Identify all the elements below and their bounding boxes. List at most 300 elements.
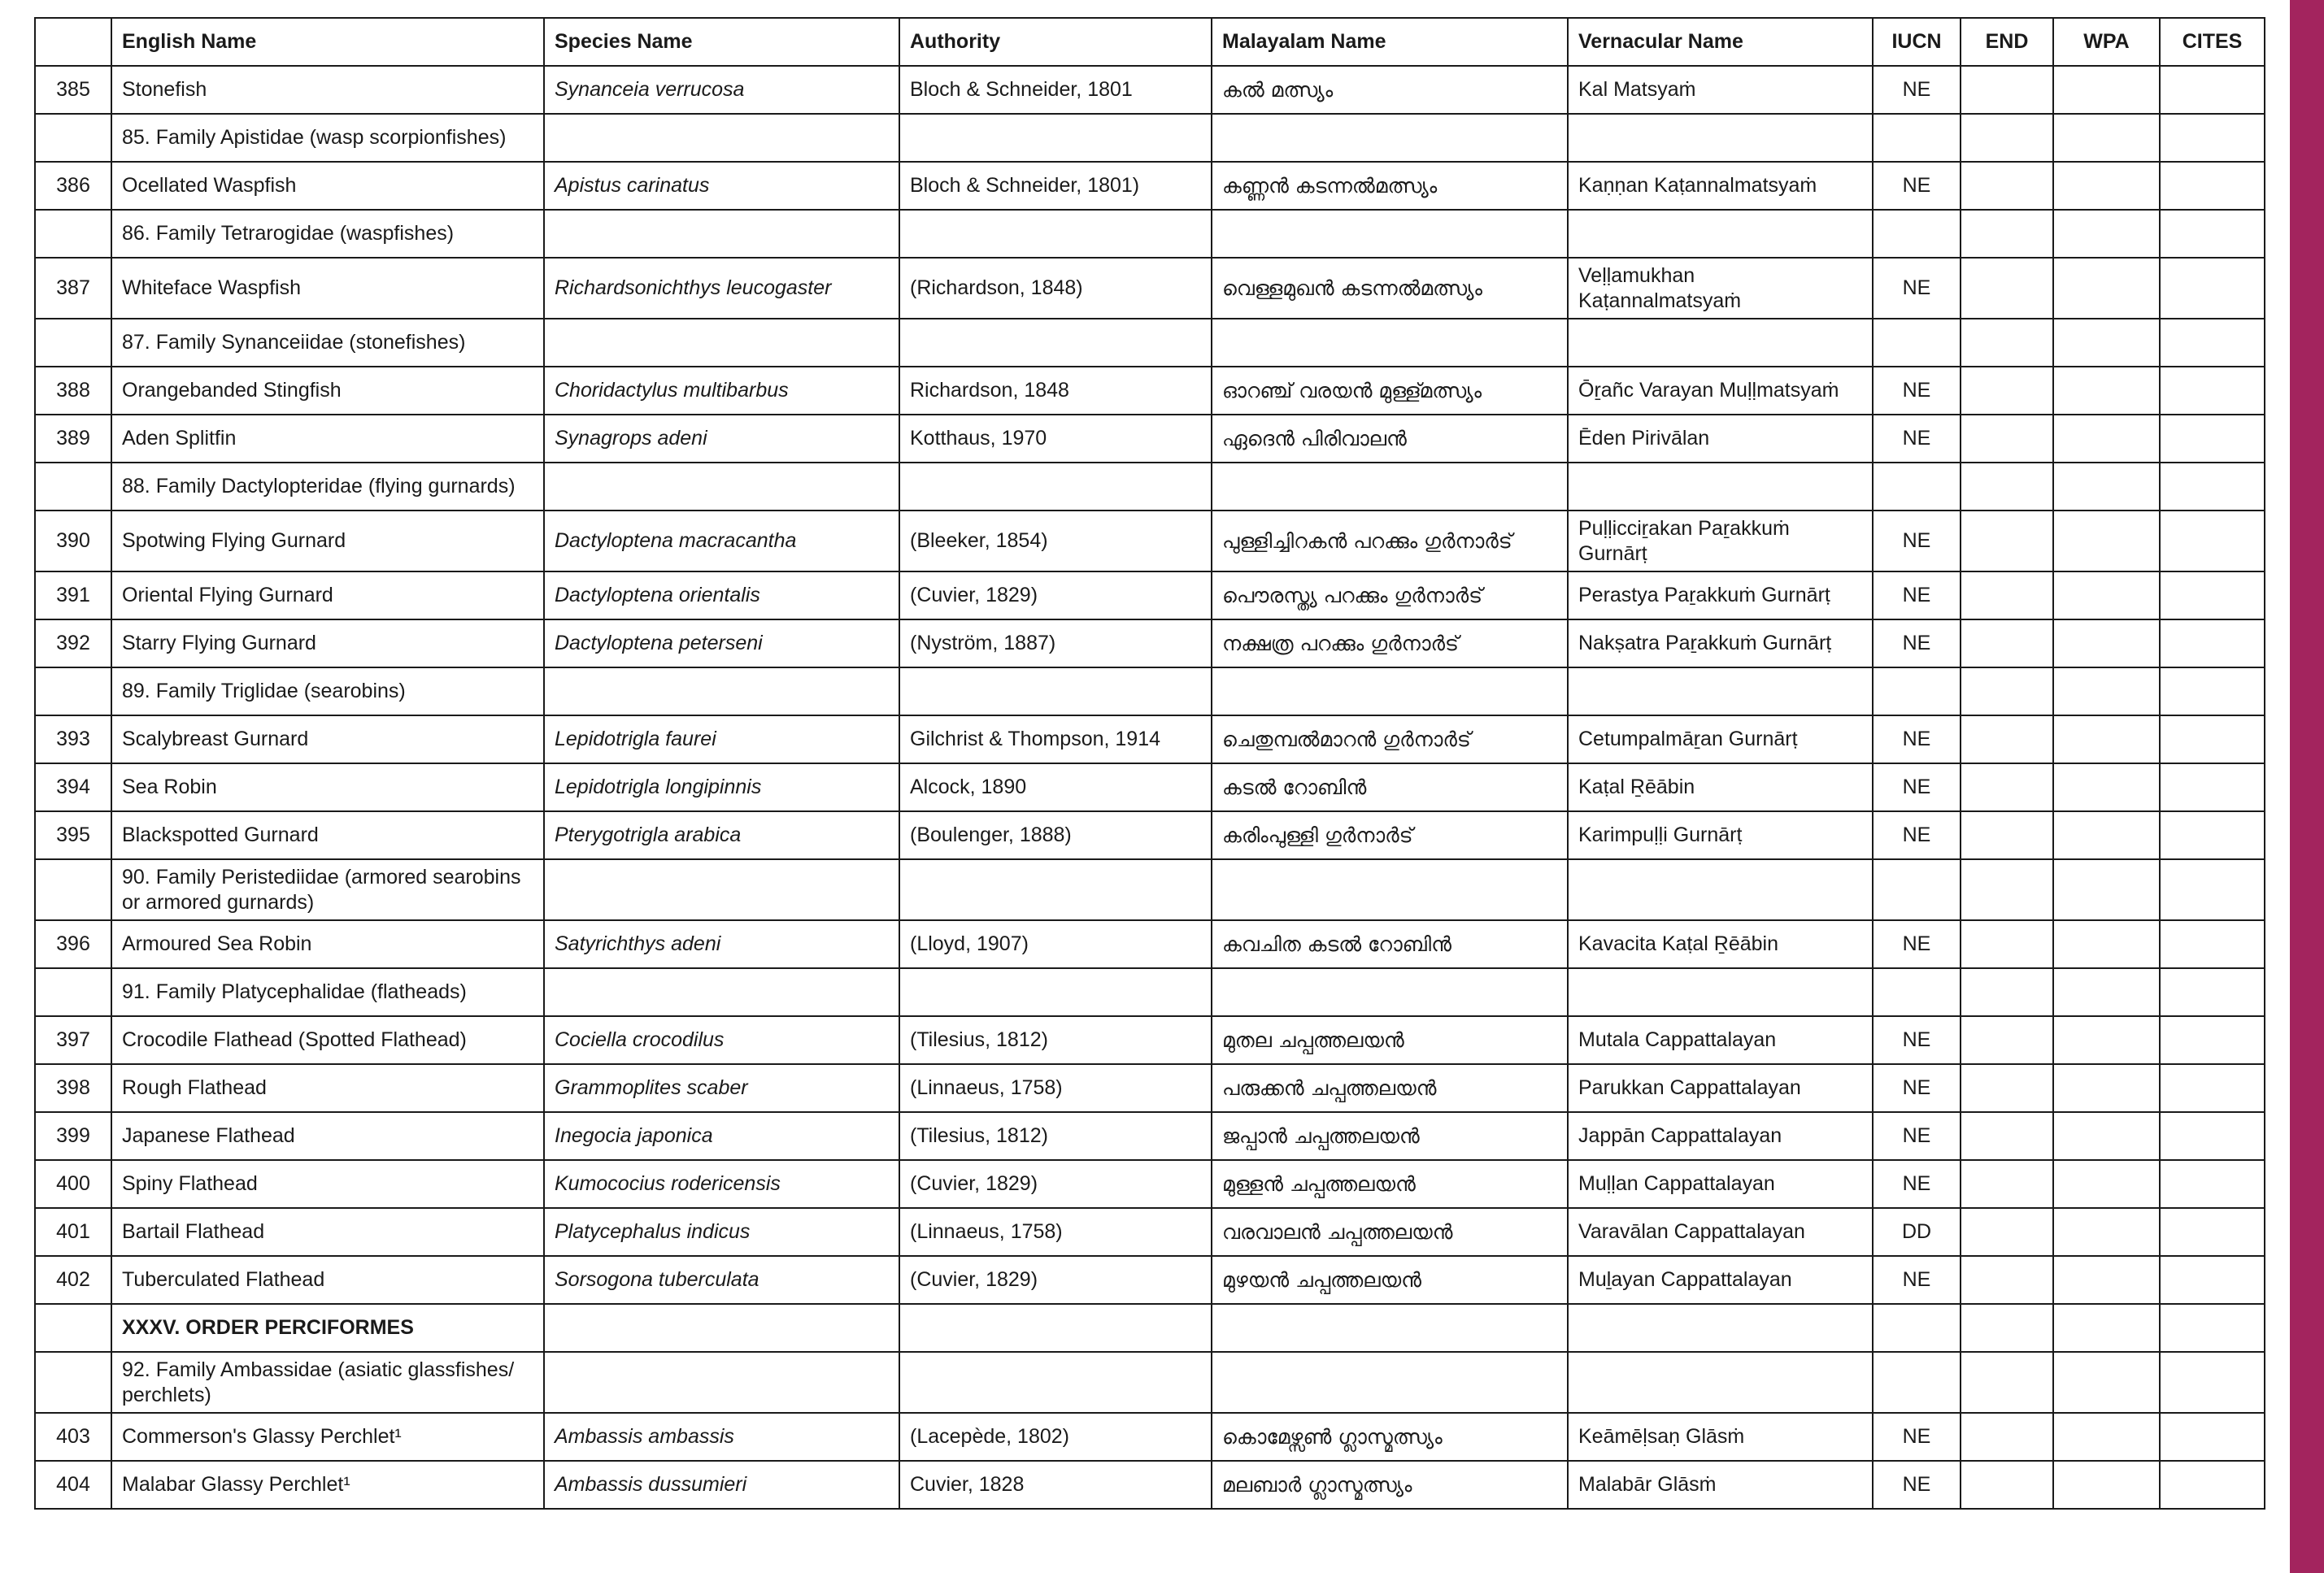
species-name: Cociella crocodilus <box>544 1016 899 1064</box>
malayalam-name: മുഴയൻ ചപ്പത്തലയൻ <box>1212 1256 1568 1304</box>
empty-number-cell <box>35 968 111 1016</box>
species-number: 388 <box>35 367 111 415</box>
species-row <box>35 1208 2265 1256</box>
english-name: Crocodile Flathead (Spotted Flathead) <box>111 1016 544 1064</box>
empty-number-cell <box>35 463 111 511</box>
header-iucn: IUCN <box>1873 18 1961 66</box>
authority: (Bleeker, 1854) <box>899 511 1212 571</box>
cites-status <box>2160 1016 2265 1064</box>
species-number: 404 <box>35 1461 111 1509</box>
authority: (Cuvier, 1829) <box>899 571 1212 619</box>
species-name: Pterygotrigla arabica <box>544 811 899 859</box>
empty-cell <box>1568 114 1873 162</box>
species-name: Grammoplites scaber <box>544 1064 899 1112</box>
empty-cell <box>544 463 899 511</box>
end-status <box>1961 1256 2053 1304</box>
empty-cell <box>2053 1352 2160 1413</box>
page-edge-stripe <box>2290 0 2324 1573</box>
authority: (Tilesius, 1812) <box>899 1016 1212 1064</box>
species-number: 398 <box>35 1064 111 1112</box>
end-status <box>1961 1112 2053 1160</box>
iucn-status: NE <box>1873 920 1961 968</box>
species-row <box>35 258 2265 319</box>
english-name: Aden Splitfin <box>111 415 544 463</box>
family-heading-row <box>35 667 2265 715</box>
wpa-status <box>2053 811 2160 859</box>
end-status <box>1961 1208 2053 1256</box>
english-name: Spiny Flathead <box>111 1160 544 1208</box>
species-number: 385 <box>35 66 111 114</box>
iucn-status: NE <box>1873 1413 1961 1461</box>
species-row <box>35 920 2265 968</box>
end-status <box>1961 619 2053 667</box>
iucn-status: NE <box>1873 715 1961 763</box>
header-number <box>35 18 111 66</box>
cites-status <box>2160 66 2265 114</box>
species-row <box>35 66 2265 114</box>
wpa-status <box>2053 415 2160 463</box>
species-row <box>35 1160 2265 1208</box>
empty-cell <box>1961 1352 2053 1413</box>
species-name: Lepidotrigla faurei <box>544 715 899 763</box>
species-number: 400 <box>35 1160 111 1208</box>
cites-status <box>2160 1461 2265 1509</box>
empty-cell <box>2053 1304 2160 1352</box>
english-name: Stonefish <box>111 66 544 114</box>
wpa-status <box>2053 1208 2160 1256</box>
empty-cell <box>1568 968 1873 1016</box>
vernacular-name: Malabār Glāsṁ <box>1568 1461 1873 1509</box>
english-name: Orangebanded Stingfish <box>111 367 544 415</box>
cites-status <box>2160 715 2265 763</box>
english-name: Oriental Flying Gurnard <box>111 571 544 619</box>
species-name: Choridactylus multibarbus <box>544 367 899 415</box>
empty-cell <box>2160 114 2265 162</box>
empty-cell <box>2160 667 2265 715</box>
empty-cell <box>899 114 1212 162</box>
empty-cell <box>2053 319 2160 367</box>
species-number: 391 <box>35 571 111 619</box>
vernacular-name: Cetumpalmāṟan Gurnārṭ <box>1568 715 1873 763</box>
authority: Richardson, 1848 <box>899 367 1212 415</box>
wpa-status <box>2053 763 2160 811</box>
end-status <box>1961 1160 2053 1208</box>
header-species-name: Species Name <box>544 18 899 66</box>
wpa-status <box>2053 1064 2160 1112</box>
vernacular-name: Perastya Paṟakkuṁ Gurnārṭ <box>1568 571 1873 619</box>
empty-number-cell <box>35 210 111 258</box>
wpa-status <box>2053 1461 2160 1509</box>
english-name: Rough Flathead <box>111 1064 544 1112</box>
cites-status <box>2160 258 2265 319</box>
empty-cell <box>2053 667 2160 715</box>
empty-cell <box>899 968 1212 1016</box>
authority: (Lloyd, 1907) <box>899 920 1212 968</box>
species-row <box>35 763 2265 811</box>
species-name: Inegocia japonica <box>544 1112 899 1160</box>
wpa-status <box>2053 66 2160 114</box>
empty-cell <box>2160 319 2265 367</box>
vernacular-name: Jappān Cappattalayan <box>1568 1112 1873 1160</box>
malayalam-name: മുള്ളൻ ചപ്പത്തലയൻ <box>1212 1160 1568 1208</box>
wpa-status <box>2053 619 2160 667</box>
english-name: Armoured Sea Robin <box>111 920 544 968</box>
header-english-name: English Name <box>111 18 544 66</box>
family-heading-row <box>35 859 2265 920</box>
cites-status <box>2160 367 2265 415</box>
species-name: Satyrichthys adeni <box>544 920 899 968</box>
vernacular-name: Kal Matsyaṁ <box>1568 66 1873 114</box>
iucn-status: NE <box>1873 1461 1961 1509</box>
cites-status <box>2160 811 2265 859</box>
authority: (Linnaeus, 1758) <box>899 1208 1212 1256</box>
header-end: END <box>1961 18 2053 66</box>
species-name: Synanceia verrucosa <box>544 66 899 114</box>
species-number: 402 <box>35 1256 111 1304</box>
table-header-row <box>35 18 2265 66</box>
species-number: 389 <box>35 415 111 463</box>
vernacular-name: Parukkan Cappattalayan <box>1568 1064 1873 1112</box>
end-status <box>1961 763 2053 811</box>
empty-cell <box>1212 114 1568 162</box>
empty-cell <box>544 859 899 920</box>
wpa-status <box>2053 1160 2160 1208</box>
vernacular-name: Ōṟañc Varayan Muḷḷmatsyaṁ <box>1568 367 1873 415</box>
english-name: Commerson's Glassy Perchlet¹ <box>111 1413 544 1461</box>
empty-cell <box>1873 1352 1961 1413</box>
vernacular-name: Kavacita Kaṭal Ṟēābin <box>1568 920 1873 968</box>
family-heading-row <box>35 463 2265 511</box>
end-status <box>1961 415 2053 463</box>
species-row <box>35 511 2265 571</box>
empty-cell <box>2053 463 2160 511</box>
iucn-status: NE <box>1873 66 1961 114</box>
malayalam-name: ഓറഞ്ച് വരയൻ മുള്ള്മത്സ്യം <box>1212 367 1568 415</box>
wpa-status <box>2053 162 2160 210</box>
iucn-status: NE <box>1873 1160 1961 1208</box>
cites-status <box>2160 1208 2265 1256</box>
malayalam-name: പുള്ളിച്ചിറകൻ പറക്കും ഗുർനാർട് <box>1212 511 1568 571</box>
empty-cell <box>1568 667 1873 715</box>
authority: (Nyström, 1887) <box>899 619 1212 667</box>
empty-cell <box>1873 859 1961 920</box>
end-status <box>1961 715 2053 763</box>
empty-cell <box>1961 968 2053 1016</box>
header-wpa: WPA <box>2053 18 2160 66</box>
family-title: 88. Family Dactylopteridae (flying gurnards) <box>111 463 544 511</box>
wpa-status <box>2053 715 2160 763</box>
authority: Cuvier, 1828 <box>899 1461 1212 1509</box>
header-malayalam-name: Malayalam Name <box>1212 18 1568 66</box>
empty-cell <box>1568 319 1873 367</box>
iucn-status: NE <box>1873 258 1961 319</box>
empty-cell <box>899 667 1212 715</box>
iucn-status: NE <box>1873 763 1961 811</box>
species-number: 397 <box>35 1016 111 1064</box>
authority: (Tilesius, 1812) <box>899 1112 1212 1160</box>
end-status <box>1961 571 2053 619</box>
wpa-status <box>2053 511 2160 571</box>
table-body <box>35 66 2265 1509</box>
vernacular-name: Puḷḷicciṟakan Paṟakkuṁ Gurnārṭ <box>1568 511 1873 571</box>
vernacular-name: Kaṇṇan Kaṭannalmatsyaṁ <box>1568 162 1873 210</box>
family-title: 90. Family Peristediidae (armored searobins or armored gurnards) <box>111 859 544 920</box>
end-status <box>1961 367 2053 415</box>
species-row <box>35 619 2265 667</box>
empty-cell <box>1212 1352 1568 1413</box>
empty-cell <box>1961 114 2053 162</box>
empty-cell <box>2160 1304 2265 1352</box>
species-row <box>35 571 2265 619</box>
species-name: Platycephalus indicus <box>544 1208 899 1256</box>
empty-cell <box>1212 463 1568 511</box>
cites-status <box>2160 920 2265 968</box>
vernacular-name: Kaṭal Ṟēābin <box>1568 763 1873 811</box>
species-name: Dactyloptena orientalis <box>544 571 899 619</box>
vernacular-name: Karimpuḷḷi Gurnārṭ <box>1568 811 1873 859</box>
empty-cell <box>1961 463 2053 511</box>
authority: (Lacepède, 1802) <box>899 1413 1212 1461</box>
english-name: Sea Robin <box>111 763 544 811</box>
empty-cell <box>899 319 1212 367</box>
empty-cell <box>1568 859 1873 920</box>
empty-cell <box>899 210 1212 258</box>
malayalam-name: കടൽ റോബിൻ <box>1212 763 1568 811</box>
empty-cell <box>544 1304 899 1352</box>
family-title: 89. Family Triglidae (searobins) <box>111 667 544 715</box>
authority: Alcock, 1890 <box>899 763 1212 811</box>
species-name: Synagrops adeni <box>544 415 899 463</box>
empty-cell <box>2053 859 2160 920</box>
end-status <box>1961 258 2053 319</box>
authority: (Linnaeus, 1758) <box>899 1064 1212 1112</box>
species-name: Ambassis dussumieri <box>544 1461 899 1509</box>
order-title: XXXV. ORDER PERCIFORMES <box>111 1304 544 1352</box>
family-heading-row <box>35 968 2265 1016</box>
end-status <box>1961 811 2053 859</box>
iucn-status: NE <box>1873 571 1961 619</box>
species-number: 399 <box>35 1112 111 1160</box>
malayalam-name: വരവാലൻ ചപ്പത്തലയൻ <box>1212 1208 1568 1256</box>
family-title: 85. Family Apistidae (wasp scorpionfishes) <box>111 114 544 162</box>
empty-cell <box>544 667 899 715</box>
header-vernacular-name: Vernacular Name <box>1568 18 1873 66</box>
malayalam-name: പരുക്കൻ ചപ്പത്തലയൻ <box>1212 1064 1568 1112</box>
empty-cell <box>1212 210 1568 258</box>
empty-cell <box>1873 114 1961 162</box>
species-number: 386 <box>35 162 111 210</box>
empty-cell <box>2160 968 2265 1016</box>
species-name: Apistus carinatus <box>544 162 899 210</box>
authority: Gilchrist & Thompson, 1914 <box>899 715 1212 763</box>
family-title: 87. Family Synanceiidae (stonefishes) <box>111 319 544 367</box>
cites-status <box>2160 1112 2265 1160</box>
malayalam-name: പൌരസ്ത്യ പറക്കും ഗുർനാർട് <box>1212 571 1568 619</box>
empty-cell <box>2160 463 2265 511</box>
vernacular-name: Muḷḷan Cappattalayan <box>1568 1160 1873 1208</box>
empty-cell <box>2160 1352 2265 1413</box>
iucn-status: NE <box>1873 811 1961 859</box>
iucn-status: NE <box>1873 619 1961 667</box>
empty-number-cell <box>35 667 111 715</box>
cites-status <box>2160 571 2265 619</box>
cites-status <box>2160 1160 2265 1208</box>
empty-number-cell <box>35 1352 111 1413</box>
species-name: Richardsonichthys leucogaster <box>544 258 899 319</box>
species-name: Dactyloptena macracantha <box>544 511 899 571</box>
empty-cell <box>1212 319 1568 367</box>
empty-cell <box>1961 319 2053 367</box>
family-heading-row <box>35 1352 2265 1413</box>
species-number: 392 <box>35 619 111 667</box>
cites-status <box>2160 1256 2265 1304</box>
species-row <box>35 1016 2265 1064</box>
species-name: Dactyloptena peterseni <box>544 619 899 667</box>
empty-cell <box>2160 859 2265 920</box>
cites-status <box>2160 1064 2265 1112</box>
english-name: Blackspotted Gurnard <box>111 811 544 859</box>
family-heading-row <box>35 319 2265 367</box>
empty-cell <box>1568 210 1873 258</box>
species-number: 390 <box>35 511 111 571</box>
empty-cell <box>1212 1304 1568 1352</box>
species-checklist-table <box>34 17 2265 1510</box>
vernacular-name: Mutala Cappattalayan <box>1568 1016 1873 1064</box>
empty-cell <box>1873 667 1961 715</box>
cites-status <box>2160 763 2265 811</box>
malayalam-name: നക്ഷത്ര പറക്കും ഗുർനാർട് <box>1212 619 1568 667</box>
empty-cell <box>1873 463 1961 511</box>
empty-cell <box>1568 463 1873 511</box>
end-status <box>1961 1461 2053 1509</box>
wpa-status <box>2053 920 2160 968</box>
end-status <box>1961 162 2053 210</box>
vernacular-name: Ēden Pirivālan <box>1568 415 1873 463</box>
species-row <box>35 811 2265 859</box>
authority: Bloch & Schneider, 1801) <box>899 162 1212 210</box>
english-name: Ocellated Waspfish <box>111 162 544 210</box>
species-row <box>35 715 2265 763</box>
malayalam-name: ഏദെൻ പിരിവാലൻ <box>1212 415 1568 463</box>
empty-cell <box>1212 667 1568 715</box>
empty-cell <box>1568 1304 1873 1352</box>
empty-number-cell <box>35 1304 111 1352</box>
malayalam-name: മുതല ചപ്പത്തലയൻ <box>1212 1016 1568 1064</box>
cites-status <box>2160 619 2265 667</box>
wpa-status <box>2053 1256 2160 1304</box>
family-heading-row <box>35 210 2265 258</box>
english-name: Starry Flying Gurnard <box>111 619 544 667</box>
end-status <box>1961 920 2053 968</box>
header-authority: Authority <box>899 18 1212 66</box>
species-number: 396 <box>35 920 111 968</box>
empty-cell <box>544 114 899 162</box>
empty-cell <box>1212 968 1568 1016</box>
malayalam-name: ജപ്പാൻ ചപ്പത്തലയൻ <box>1212 1112 1568 1160</box>
authority: (Cuvier, 1829) <box>899 1160 1212 1208</box>
species-row <box>35 1112 2265 1160</box>
empty-cell <box>2053 114 2160 162</box>
wpa-status <box>2053 1413 2160 1461</box>
malayalam-name: മലബാർ ഗ്ലാസ്മത്സ്യം <box>1212 1461 1568 1509</box>
empty-cell <box>2160 210 2265 258</box>
iucn-status: NE <box>1873 415 1961 463</box>
malayalam-name: വെള്ളമുഖൻ കടന്നൽമത്സ്യം <box>1212 258 1568 319</box>
iucn-status: NE <box>1873 511 1961 571</box>
cites-status <box>2160 511 2265 571</box>
empty-cell <box>1873 1304 1961 1352</box>
end-status <box>1961 511 2053 571</box>
malayalam-name: കവചിത കടൽ റോബിൻ <box>1212 920 1568 968</box>
cites-status <box>2160 415 2265 463</box>
species-row <box>35 1413 2265 1461</box>
order-heading-row <box>35 1304 2265 1352</box>
species-number: 401 <box>35 1208 111 1256</box>
species-row <box>35 162 2265 210</box>
species-name: Ambassis ambassis <box>544 1413 899 1461</box>
empty-cell <box>544 968 899 1016</box>
vernacular-name: Veḷḷamukhan Kaṭannalmatsyaṁ <box>1568 258 1873 319</box>
empty-cell <box>899 463 1212 511</box>
end-status <box>1961 1064 2053 1112</box>
english-name: Tuberculated Flathead <box>111 1256 544 1304</box>
end-status <box>1961 1016 2053 1064</box>
empty-cell <box>544 319 899 367</box>
species-row <box>35 1064 2265 1112</box>
iucn-status: NE <box>1873 1016 1961 1064</box>
family-title: 86. Family Tetrarogidae (waspfishes) <box>111 210 544 258</box>
empty-cell <box>1568 1352 1873 1413</box>
authority: (Boulenger, 1888) <box>899 811 1212 859</box>
malayalam-name: കരിംപുള്ളി ഗുർനാർട് <box>1212 811 1568 859</box>
wpa-status <box>2053 258 2160 319</box>
family-heading-row <box>35 114 2265 162</box>
empty-cell <box>1873 319 1961 367</box>
empty-cell <box>1961 210 2053 258</box>
species-name: Lepidotrigla longipinnis <box>544 763 899 811</box>
header-cites: CITES <box>2160 18 2265 66</box>
empty-cell <box>544 210 899 258</box>
empty-number-cell <box>35 319 111 367</box>
empty-cell <box>1212 859 1568 920</box>
empty-cell <box>899 859 1212 920</box>
vernacular-name: Keāmēḷsaṇ Glāsṁ <box>1568 1413 1873 1461</box>
iucn-status: NE <box>1873 1256 1961 1304</box>
authority: Bloch & Schneider, 1801 <box>899 66 1212 114</box>
english-name: Whiteface Waspfish <box>111 258 544 319</box>
wpa-status <box>2053 1112 2160 1160</box>
species-row <box>35 1256 2265 1304</box>
empty-cell <box>1961 667 2053 715</box>
species-number: 403 <box>35 1413 111 1461</box>
species-number: 387 <box>35 258 111 319</box>
species-row <box>35 415 2265 463</box>
family-title: 92. Family Ambassidae (asiatic glassfishes/ perchlets) <box>111 1352 544 1413</box>
species-name: Kumococius rodericensis <box>544 1160 899 1208</box>
vernacular-name: Varavālan Cappattalayan <box>1568 1208 1873 1256</box>
malayalam-name: ചെതുമ്പൽമാറൻ ഗുർനാർട് <box>1212 715 1568 763</box>
english-name: Malabar Glassy Perchlet¹ <box>111 1461 544 1509</box>
malayalam-name: കൊമേഴ്സൺ ഗ്ലാസ്മത്സ്യം <box>1212 1413 1568 1461</box>
english-name: Bartail Flathead <box>111 1208 544 1256</box>
iucn-status: NE <box>1873 367 1961 415</box>
iucn-status: NE <box>1873 1064 1961 1112</box>
empty-cell <box>1961 1304 2053 1352</box>
wpa-status <box>2053 367 2160 415</box>
empty-number-cell <box>35 114 111 162</box>
species-row <box>35 1461 2265 1509</box>
empty-cell <box>899 1352 1212 1413</box>
